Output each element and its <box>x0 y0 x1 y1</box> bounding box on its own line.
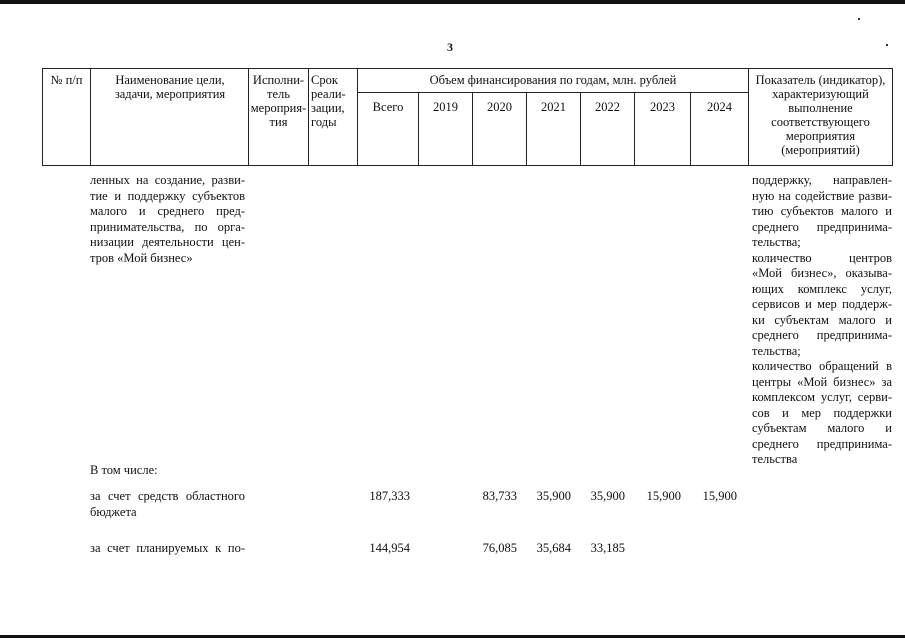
scan-speck <box>886 44 888 46</box>
top-border <box>0 0 905 4</box>
header-bottom-line <box>42 165 893 166</box>
indicator-text: поддержку, направлен- ную на содействие разви- тию субъектов малого и среднего предпринима- тельства; количество центров «Мой бизнес», оказыва- ющих комплекс услуг, сервисов и мер поддерж- ки субъектам малого и среднего предпринима- тельства; количество обращений в центры «Мой бизнес» за комплексом услуг, серви- сов и мер поддержки субъектам малого и среднего предпринима- тельства <box>752 173 892 466</box>
measure-name: ленных на создание, разви- тие и поддержку субъектов малого и среднего пред- принимательства, по орга- низации деятельности цен- тров «Мой бизнес» <box>90 173 245 265</box>
col-divider <box>892 68 893 166</box>
header-col-indicator: Показатель (индикатор), характеризующий выполнение соответствующего мероприятия (мероприятий) <box>755 73 886 157</box>
header-col-year: 2023 <box>650 100 675 114</box>
value-2020: 76,085 <box>482 541 517 555</box>
header-col-year: 2022 <box>595 100 620 114</box>
value-2020: 83,733 <box>482 489 517 503</box>
value-2021: 35,684 <box>536 541 571 555</box>
header-col-executor: Исполни- тель мероприя- тия <box>250 73 307 129</box>
row-label: за счет средств областного бюджета <box>90 489 245 519</box>
including-label: В том числе: <box>90 463 158 477</box>
value-total: 144,954 <box>369 541 410 555</box>
value-2023: 15,900 <box>646 489 681 503</box>
col-divider <box>90 68 91 166</box>
page-number: 3 <box>447 40 453 54</box>
header-col-year: 2024 <box>707 100 732 114</box>
header-top-line <box>42 68 893 69</box>
value-2024: 15,900 <box>702 489 737 503</box>
header-col-year: 2021 <box>541 100 566 114</box>
header-col-year: 2020 <box>487 100 512 114</box>
value-2022: 33,185 <box>590 541 625 555</box>
value-2021: 35,900 <box>536 489 571 503</box>
header-col-finance: Объем финансирования по годам, млн. рублей <box>429 73 677 87</box>
col-divider <box>308 68 309 166</box>
header-col-term: Срок реали- зации, годы <box>311 73 346 129</box>
value-total: 187,333 <box>369 489 410 503</box>
value-2022: 35,900 <box>590 489 625 503</box>
row-label: за счет планируемых к по- <box>90 541 245 555</box>
header-col-total: Всего <box>372 100 404 114</box>
header-col-year: 2019 <box>433 100 458 114</box>
header-col-number: № п/п <box>50 73 83 87</box>
header-col-name: Наименование цели, задачи, мероприятия <box>114 73 226 101</box>
bottom-border <box>0 635 905 638</box>
scan-speck <box>858 18 860 20</box>
